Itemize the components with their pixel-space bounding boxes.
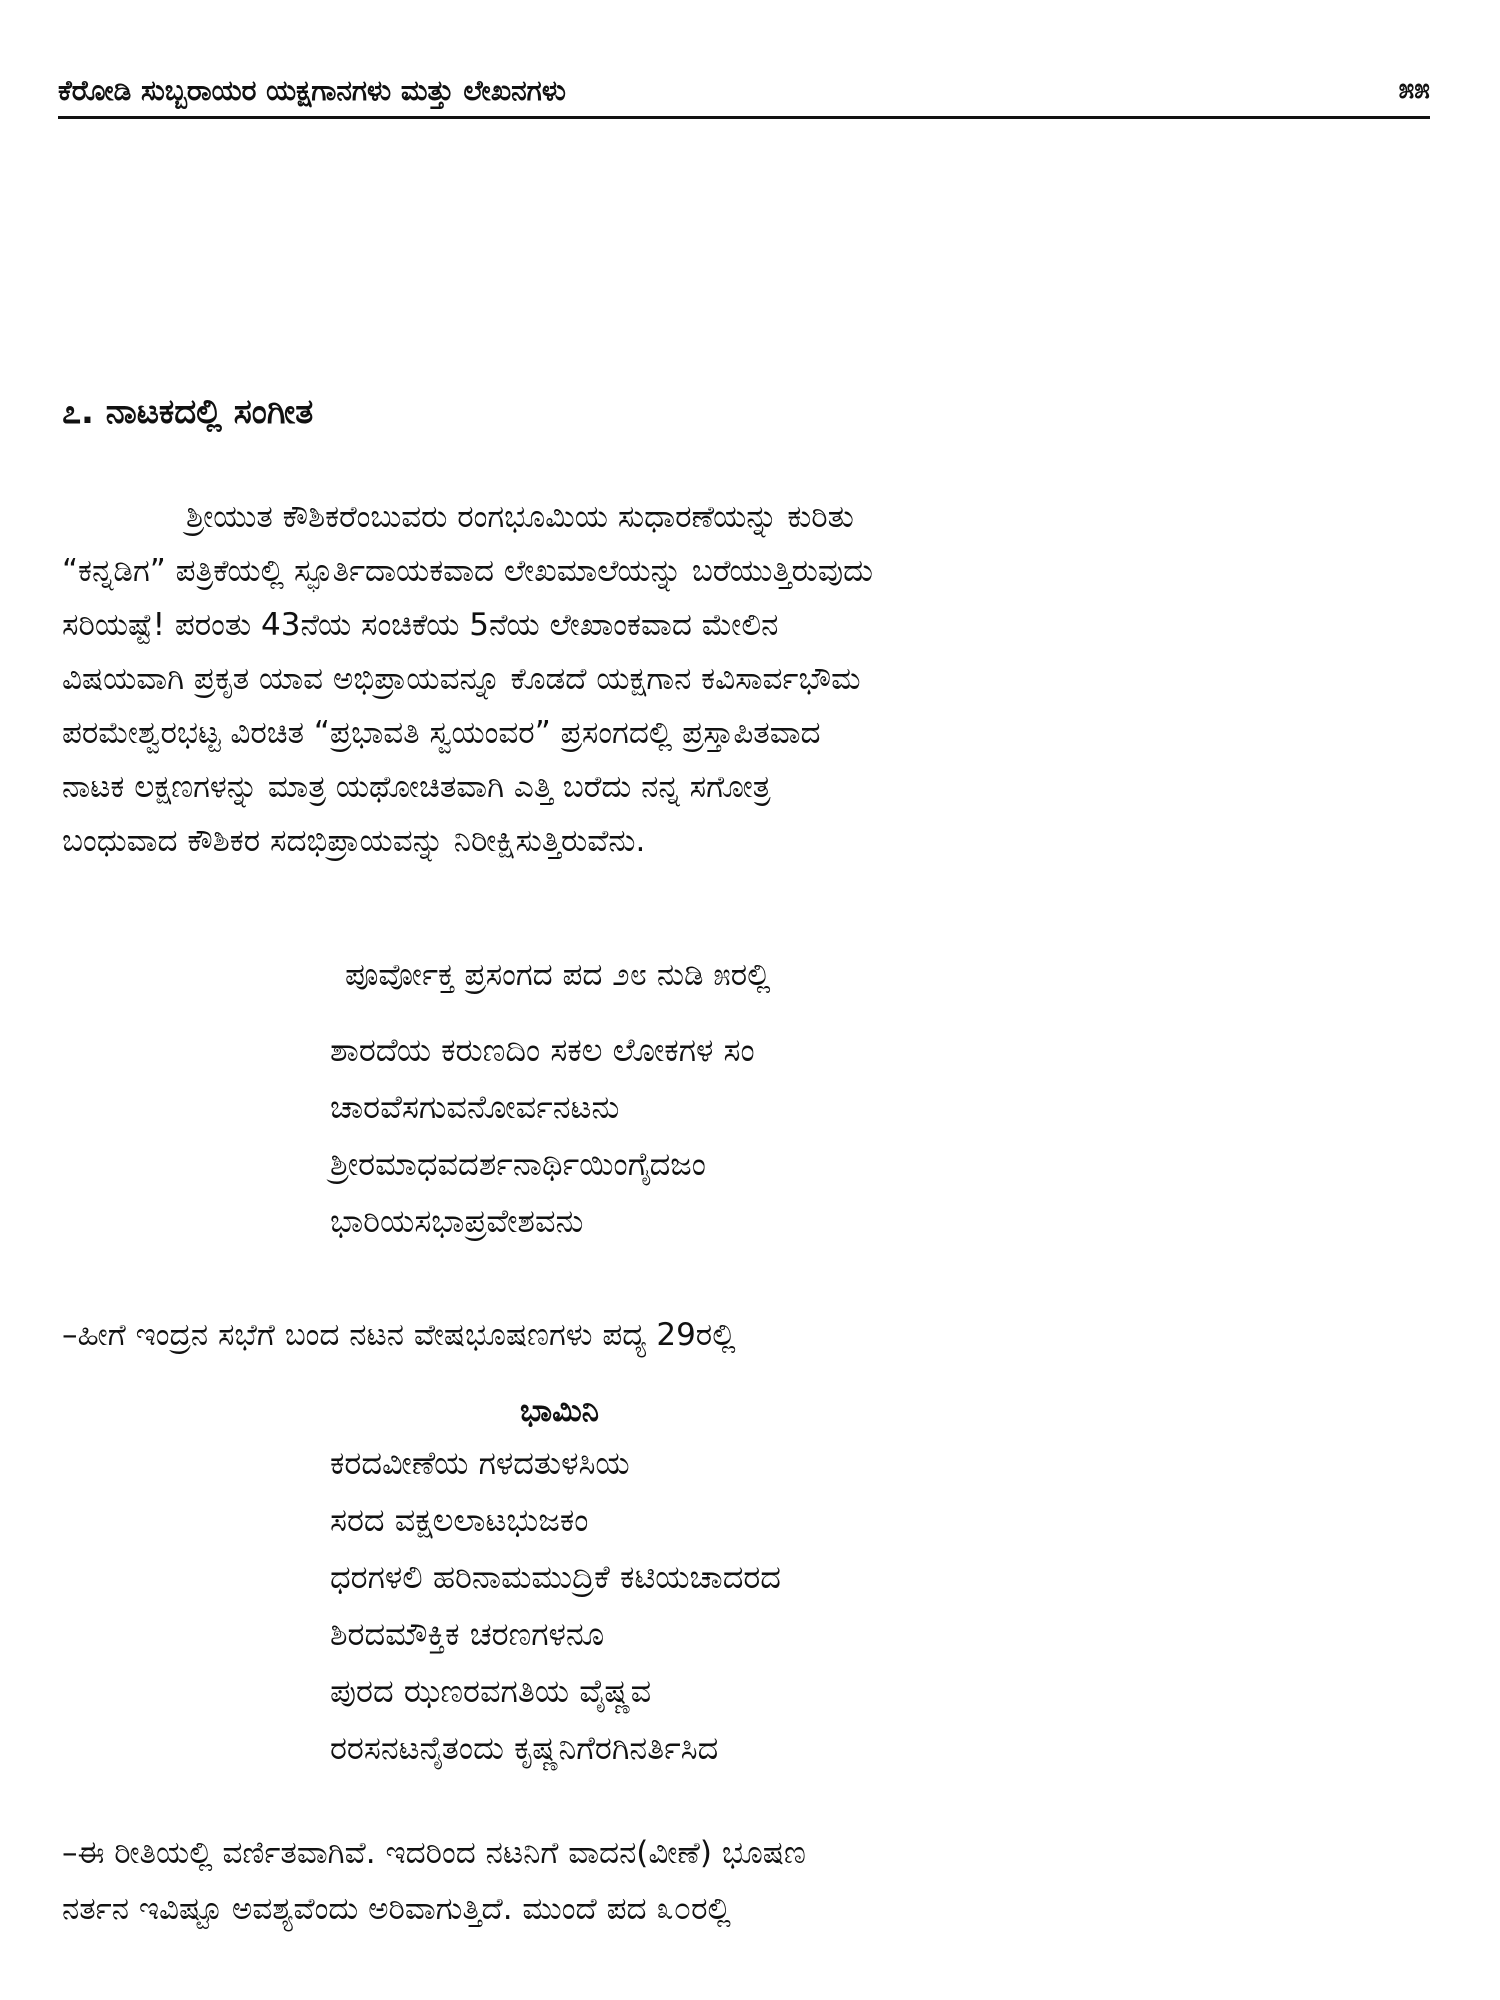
body-line: ಪರಮೇಶ್ವರಭಟ್ಟ ವಿರಚಿತ “ಪ್ರಭಾವತಿ ಸ್ವಯಂವರ” ಪ್ರಸಂಗದಲ್ಲಿ ಪ್ರಸ್ತಾಪಿತವಾದ	[62, 715, 821, 751]
verse-line: ಕರದವೀಣೆಯ ಗಳದತುಳಸಿಯ	[330, 1444, 630, 1482]
body-line: ಶ್ರೀಯುತ ಕೌಶಿಕರೆಂಬುವರು ರಂಗಭೂಮಿಯ ಸುಧಾರಣೆಯನ್ನು ಕುರಿತು	[186, 499, 854, 535]
verse-line: ಪುರದ ಝಣರವಗತಿಯ ವೈಷ್ಣವ	[330, 1672, 652, 1710]
page-number: ೫೫	[1398, 72, 1430, 105]
closing-line: ನರ್ತನ ಇವಿಷ್ಟೂ ಅವಶ್ಯವೆಂದು ಅರಿವಾಗುತ್ತಿದೆ. ಮುಂದೆ ಪದ ೩೦ರಲ್ಲಿ	[62, 1891, 731, 1927]
verse-line: ಶಿರದಮೌಕ್ತಿಕ ಚರಣಗಳನೂ	[330, 1615, 605, 1653]
verse-line: ಧರಗಳಲಿ ಹರಿನಾಮಮುದ್ರಿಕೆ ಕಟಿಯಚಾದರದ	[330, 1558, 781, 1596]
verse-line: ಭಾರಿಯಸಭಾಪ್ರವೇಶವನು	[330, 1202, 584, 1240]
verse-line: ಚಾರವೆಸಗುವನೋರ್ವನಟನು	[330, 1088, 620, 1126]
header-title: ಕೆರೋಡಿ ಸುಬ್ಬರಾಯರ ಯಕ್ಷಗಾನಗಳು ಮತ್ತು ಲೇಖನಗಳು	[58, 74, 566, 107]
transition-line: –ಹೀಗೆ ಇಂದ್ರನ ಸಭೆಗೆ ಬಂದ ನಟನ ವೇಷಭೂಷಣಗಳು ಪದ್ಯ 29ರಲ್ಲಿ	[62, 1317, 736, 1353]
verse-line: ಶ್ರೀರಮಾಧವದರ್ಶನಾರ್ಥಿಯಿಂಗೈದಜಂ	[330, 1145, 706, 1183]
verse-line: ಶಾರದೆಯ ಕರುಣದಿಂ ಸಕಲ ಲೋಕಗಳ ಸಂ	[330, 1031, 755, 1069]
section-heading: ೭. ನಾಟಕದಲ್ಲಿ ಸಂಗೀತ	[62, 392, 314, 432]
body-line: ಸರಿಯಷ್ಟೆ! ಪರಂತು 43ನೆಯ ಸಂಚಿಕೆಯ 5ನೆಯ ಲೇಖಾಂಕವಾದ ಮೇಲಿನ	[62, 607, 779, 643]
body-paragraph	[62, 490, 1434, 868]
body-line: ನಾಟಕ ಲಕ್ಷಣಗಳನ್ನು ಮಾತ್ರ ಯಥೋಚಿತವಾಗಿ ಎತ್ತಿ ಬರೆದು ನನ್ನ ಸಗೋತ್ರ	[62, 769, 771, 805]
closing-line: –ಈ ರೀತಿಯಲ್ಲಿ ವರ್ಣಿತವಾಗಿವೆ. ಇದರಿಂದ ನಟನಿಗೆ ವಾದನ(ವೀಣೆ) ಭೂಷಣ	[62, 1835, 806, 1871]
header-divider	[58, 116, 1430, 119]
verse-line: ರರಸನಟನೈತಂದು ಕೃಷ್ಣನಿಗೆರಗಿನರ್ತಿಸಿದ	[330, 1729, 719, 1767]
verse-block-one	[330, 1022, 1230, 1250]
verse-line: ಸರದ ವಕ್ಷಲಲಾಟಭುಜಕಂ	[330, 1501, 589, 1539]
body-line: ವಿಷಯವಾಗಿ ಪ್ರಕೃತ ಯಾವ ಅಭಿಪ್ರಾಯವನ್ನೂ ಕೊಡದೆ ಯಕ್ಷಗಾನ ಕವಿಸಾರ್ವಭೌಮ	[62, 661, 861, 697]
running-header	[58, 64, 1430, 120]
body-line: ಬಂಧುವಾದ ಕೌಶಿಕರ ಸದಭಿಪ್ರಾಯವನ್ನು ನಿರೀಕ್ಷಿಸುತ್ತಿರುವೆನು.	[62, 823, 646, 859]
closing-paragraph	[62, 1825, 1434, 1937]
verse-intro-line: ಪೂರ್ವೋಕ್ತ ಪ್ರಸಂಗದ ಪದ ೨೮ ನುಡಿ ೫ರಲ್ಲಿ	[345, 957, 771, 993]
meter-label: ಭಾಮಿನಿ	[520, 1393, 599, 1429]
body-line: “ಕನ್ನಡಿಗ” ಪತ್ರಿಕೆಯಲ್ಲಿ ಸ್ಫೂರ್ತಿದಾಯಕವಾದ ಲೇಖಮಾಲೆಯನ್ನು ಬರೆಯುತ್ತಿರುವುದು	[62, 553, 873, 589]
verse-block-two	[330, 1435, 1230, 1777]
